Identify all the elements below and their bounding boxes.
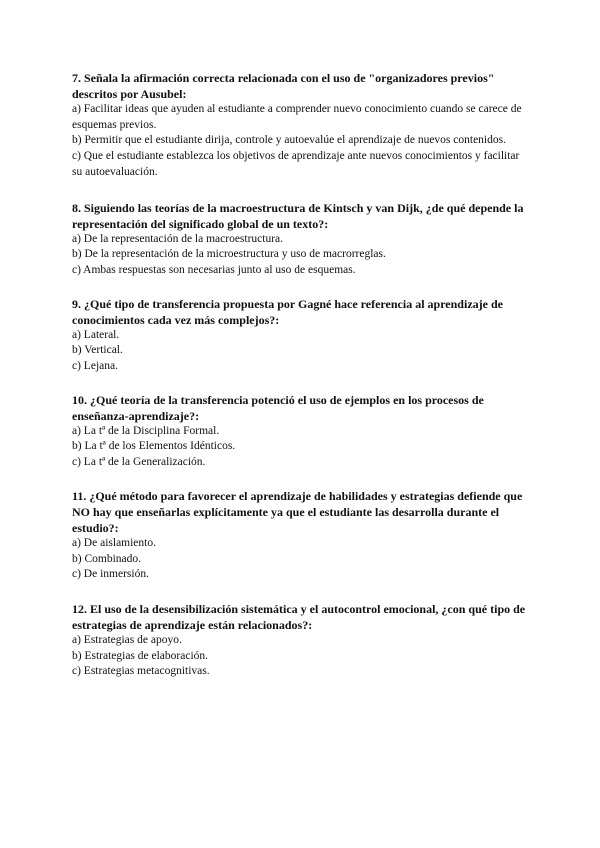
option-b: b) Combinado.: [72, 552, 141, 565]
question-text: 9. ¿Qué tipo de transferencia propuesta por Gagné hace referencia al aprendizaje de conocimientos cada vez más complejos?:: [72, 296, 503, 327]
option-c: c) Que el estudiante establezca los objetivos de aprendizaje ante nuevos conocimientos y facilitar su autoevaluación.: [72, 150, 520, 178]
option-b: b) La tª de los Elementos Idénticos.: [72, 440, 236, 453]
option-b: b) Permitir que el estudiante dirija, controle y autoevalúe el aprendizaje de nuevos contenidos.: [72, 134, 506, 147]
option-c: c) Estrategias metacognitivas.: [72, 665, 210, 678]
option-a: a) Facilitar ideas que ayuden al estudiante a comprender nuevo conocimiento cuando se carece de esquemas previos.: [72, 103, 522, 131]
option-b: b) Estrategias de elaboración.: [72, 649, 209, 662]
question-12: [72, 601, 532, 680]
question-text: 11. ¿Qué método para favorecer el aprendizaje de habilidades y estrategias defiende que NO hay que enseñarlas explícitamente ya que el estudiante las desarrolla durante el estudio?:: [72, 488, 523, 535]
option-a: a) Estrategias de apoyo.: [72, 633, 182, 646]
question-11: [72, 488, 532, 583]
option-a: a) De aislamiento.: [72, 536, 156, 549]
option-a: a) De la representación de la macroestructura.: [72, 232, 284, 245]
option-c: c) La tª de la Generalización.: [72, 456, 206, 469]
question-10: [72, 392, 532, 471]
document-page: [72, 70, 532, 680]
option-b: b) De la representación de la microestructura y uso de macrorreglas.: [72, 248, 386, 261]
option-a: a) La tª de la Disciplina Formal.: [72, 424, 220, 437]
question-text: 10. ¿Qué teoría de la transferencia potenció el uso de ejemplos en los procesos de enseñanza-aprendizaje?:: [72, 392, 484, 423]
question-7: [72, 70, 532, 181]
option-c: c) Ambas respuestas son necesarias junto al uso de esquemas.: [72, 263, 356, 276]
question-9: [72, 296, 532, 375]
option-c: c) Lejana.: [72, 360, 118, 373]
question-text: 8. Siguiendo las teorías de la macroestructura de Kintsch y van Dijk, ¿de qué depende la representación del significado global de un texto?:: [72, 200, 524, 231]
option-b: b) Vertical.: [72, 344, 123, 357]
option-c: c) De inmersión.: [72, 568, 149, 581]
option-a: a) Lateral.: [72, 328, 120, 341]
question-text: 7. Señala la afirmación correcta relacionada con el uso de "organizadores previos" descritos por Ausubel:: [72, 71, 495, 101]
question-text: 12. El uso de la desensibilización sistemática y el autocontrol emocional, ¿con qué tipo de estrategias de aprendizaje están relacionados?:: [72, 601, 526, 632]
question-8: [72, 200, 532, 279]
